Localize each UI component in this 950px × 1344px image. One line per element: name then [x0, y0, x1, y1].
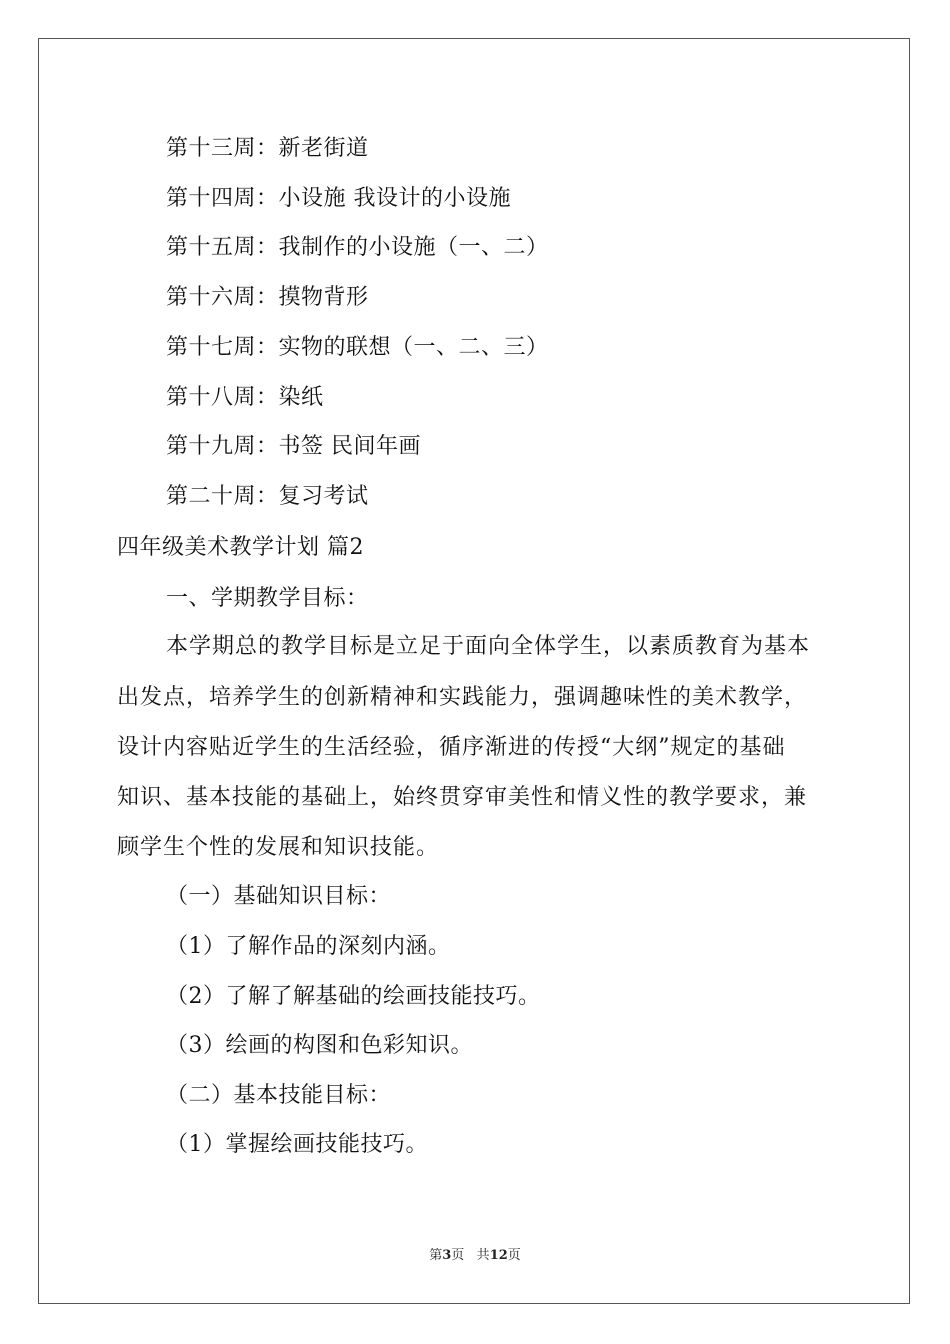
- footer-total-prefix: 共: [476, 1248, 490, 1263]
- week-13-line: 第十三周：新老街道: [166, 136, 369, 161]
- knowledge-item-1: （1）了解作品的深刻内涵。: [166, 934, 451, 959]
- footer-total-suffix: 页: [507, 1248, 521, 1263]
- paragraph-line-4: 知识、基本技能的基础上，始终贯穿审美性和情义性的教学要求，兼: [117, 785, 808, 810]
- knowledge-heading: （一）基础知识目标：: [166, 884, 392, 909]
- week-15-line: 第十五周：我制作的小设施（一、二）: [166, 235, 549, 260]
- week-19-line: 第十九周：书签 民间年画: [166, 434, 421, 459]
- week-17-line: 第十七周：实物的联想（一、二、三）: [166, 335, 549, 360]
- week-16-line: 第十六周：摸物背形: [166, 285, 369, 310]
- week-14-line: 第十四周：小设施 我设计的小设施: [166, 186, 511, 211]
- footer-page-suffix: 页: [451, 1248, 465, 1263]
- week-20-line: 第二十周：复习考试: [166, 484, 369, 509]
- knowledge-item-2: （2）了解了解基础的绘画技能技巧。: [166, 984, 541, 1009]
- week-18-line: 第十八周：染纸: [166, 385, 324, 410]
- footer-total-number: 12: [489, 1248, 508, 1263]
- paragraph-line-3: 设计内容贴近学生的生活经验，循序渐进的传授“大纲”规定的基础: [117, 735, 786, 760]
- goals-heading: 一、学期教学目标：: [166, 586, 369, 611]
- page-footer: [0, 1247, 950, 1265]
- section-title: 四年级美术教学计划 篇2: [117, 535, 364, 560]
- footer-page-prefix: 第: [429, 1248, 443, 1263]
- skill-heading: （二）基本技能目标：: [166, 1083, 392, 1108]
- page-border: [38, 38, 910, 1304]
- footer-page-number: 3: [442, 1248, 452, 1263]
- skill-item-1: （1）掌握绘画技能技巧。: [166, 1132, 428, 1157]
- knowledge-item-3: （3）绘画的构图和色彩知识。: [166, 1033, 473, 1058]
- paragraph-line-1: 本学期总的教学目标是立足于面向全体学生，以素质教育为基本: [166, 634, 811, 659]
- paragraph-line-5: 顾学生个性的发展和知识技能。: [117, 835, 440, 860]
- paragraph-line-2: 出发点，培养学生的创新精神和实践能力，强调趣味性的美术教学，: [117, 685, 808, 710]
